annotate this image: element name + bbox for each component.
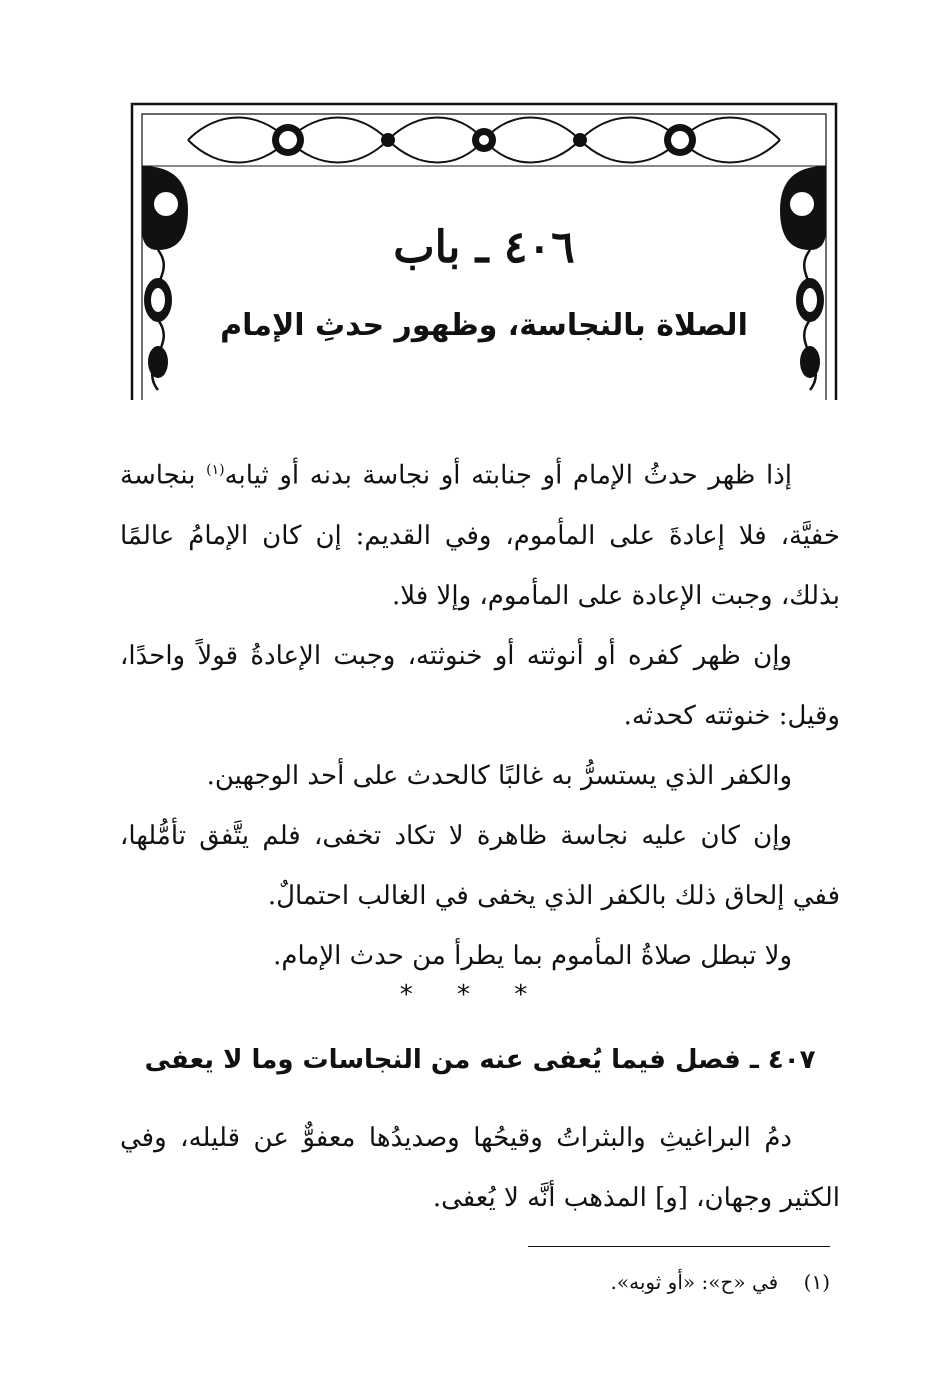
paragraph-2: وإن ظهر كفره أو أنوثته أو خنوثته، وجبت الإعادةُ قولاً واحدًا، وقيل: خنوثته كحدثه. [120,640,840,731]
footnote-number: (١) [803,1270,830,1294]
footnote-divider [528,1246,830,1247]
footnote-text: في «ح»: «أو ثوبه». [610,1270,779,1294]
section-title: ٤٠٧ ـ فصل فيما يُعفى عنه من النجاسات وما لا يعفى [144,1045,816,1075]
chapter-number: ٤٠٦ ـ باب [393,222,575,273]
paragraph-4: وإن كان عليه نجاسة ظاهرة لا تكاد تخفى، فلم يتَّفق تأمُّلها، ففي إلحاق ذلك بالكفر الذي يخفى في الغالب احتمالٌ. [120,820,840,911]
paragraph-1-part-2: بنجاسة خفيَّة، فلا إعادةَ على المأموم، وفي القديم: إن كان الإمامُ عالمًا بذلك، وجبت الإعادة على المأموم، وإلا فلا. [120,460,840,611]
footnote [120,1270,830,1294]
paragraph-3: والكفر الذي يستسرُّ به غالبًا كالحدث على أحد الوجهين. [206,760,792,791]
section-separator: * * * [399,980,546,1010]
chapter-title: الصلاة بالنجاسة، وظهور حدثِ الإمام [220,308,748,343]
main-text [120,440,840,986]
section-text [120,1108,840,1228]
paragraph-1-part-1: إذا ظهر حدثُ الإمام أو جنابته أو نجاسة بدنه أو ثيابه [224,460,792,491]
paragraph-5: ولا تبطل صلاةُ المأموم بما يطرأ من حدث الإمام. [273,940,792,971]
footnote-ref[interactable]: (١) [206,462,225,478]
section-paragraph: دمُ البراغيثِ والبثراتُ وقيحُها وصديدُها معفوٌّ عن قليله، وفي الكثير وجهان، [و] المذهب أنَّه لا يُعفى. [120,1123,840,1213]
paragraph-1 [120,440,840,626]
